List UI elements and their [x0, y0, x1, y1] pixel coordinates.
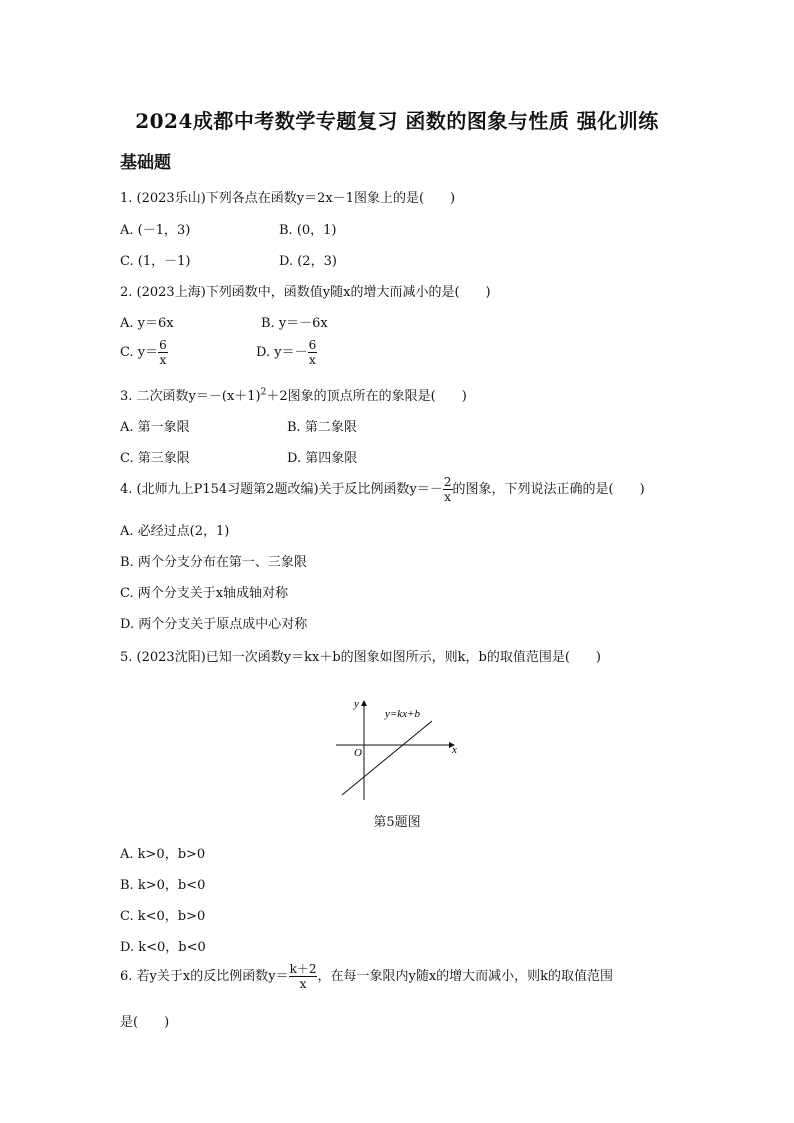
q1-option-b: B. (0，1): [279, 223, 337, 238]
question-4: [120, 476, 645, 503]
fraction-numerator: 6: [308, 338, 317, 352]
q4-prefix: 4. (北师九上P154习题第2题改编)关于反比例函数y＝－: [120, 482, 443, 497]
q2-option-a: A. y＝6x: [120, 316, 174, 331]
page-title: 2024成都中考数学专题复习 函数的图象与性质 强化训练: [135, 109, 659, 133]
q2-option-d: [256, 339, 317, 366]
q3-option-c: C. 第三象限: [120, 451, 190, 466]
question-1: 1. (2023乐山)下列各点在函数y＝2x－1图象上的是( ): [120, 191, 456, 206]
fraction-numerator: 6: [159, 338, 167, 352]
fraction-denominator: x: [444, 490, 452, 504]
q6-prefix: 6. 若y关于x的反比例函数y＝: [120, 969, 289, 984]
q6-suffix: ，在每一象限内y随x的增大而减小，则k的取值范围: [317, 969, 614, 984]
question-3: [120, 385, 467, 404]
line-equation-label: y=kx+b: [385, 708, 420, 720]
q2-option-d-prefix: D. y＝－: [256, 345, 308, 360]
q6-line-2: 是( ): [120, 1015, 170, 1030]
fraction-denominator: x: [159, 353, 167, 367]
q4-option-c: C. 两个分支关于x轴成轴对称: [120, 586, 289, 601]
fraction-numerator: k＋2: [289, 962, 317, 976]
fraction-numerator: 2: [443, 475, 452, 489]
fraction-denominator: x: [309, 353, 316, 367]
q5-option-d: D. k<0，b<0: [120, 940, 206, 955]
q5-option-b: B. k>0，b<0: [120, 878, 206, 893]
q3-exponent: 2: [260, 387, 267, 398]
q2-option-b: B. y＝－6x: [261, 316, 328, 331]
section-heading: 基础题: [120, 153, 171, 173]
q3-option-b: B. 第二象限: [287, 420, 357, 435]
q2-option-c-fraction: [158, 339, 168, 366]
q5-option-c: C. k<0，b>0: [120, 909, 206, 924]
x-axis-label: x: [452, 744, 457, 756]
q2-option-d-fraction: [308, 339, 318, 366]
q1-option-d: D. (2，3): [279, 254, 337, 269]
q2-option-c-prefix: C. y＝: [120, 345, 159, 360]
q1-option-a: A. (－1，3): [120, 223, 191, 238]
q3-option-a: A. 第一象限: [120, 420, 190, 435]
q6-fraction: [289, 963, 318, 990]
q4-option-a: A. 必经过点(2，1): [120, 524, 230, 539]
fraction-denominator: x: [289, 976, 318, 990]
q2-option-c: [120, 339, 168, 366]
q4-fraction: [443, 476, 453, 503]
origin-label: O: [354, 747, 362, 759]
q4-suffix: 的图象，下列说法正确的是( ): [452, 482, 645, 497]
q3-option-d: D. 第四象限: [287, 451, 358, 466]
question-6: [120, 963, 613, 990]
q5-option-a: A. k>0，b>0: [120, 847, 206, 862]
q1-option-c: C. (1，－1): [120, 254, 191, 269]
figure-caption: 第5题图: [373, 815, 421, 830]
q3-suffix: ＋2图象的顶点所在的象限是( ): [266, 389, 467, 404]
q4-option-b: B. 两个分支分布在第一、三象限: [120, 555, 307, 570]
q3-prefix: 3. 二次函数y＝－(x＋1): [120, 389, 261, 404]
linear-function-graph: [334, 695, 464, 805]
q4-option-d: D. 两个分支关于原点成中心对称: [120, 617, 308, 632]
question-5: 5. (2023沈阳)已知一次函数y＝kx＋b的图象如图所示，则k，b的取值范围是( ): [120, 650, 601, 665]
question-2: 2. (2023上海)下列函数中，函数值y随x的增大而减小的是( ): [120, 285, 491, 300]
y-axis-label: y: [354, 698, 359, 710]
